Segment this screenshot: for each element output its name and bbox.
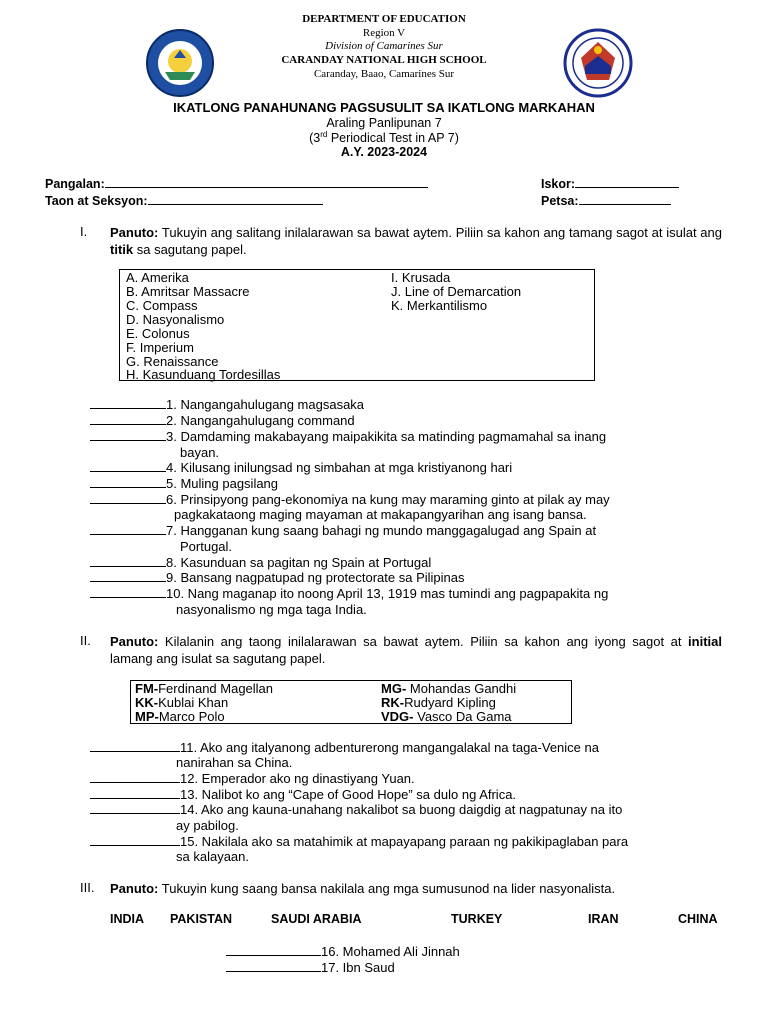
answer-blank-2[interactable]	[90, 413, 166, 425]
choice-k: K. Merkantilismo	[391, 298, 488, 313]
question-14	[90, 802, 622, 817]
choice-j: J. Line of Demarcation	[391, 284, 522, 299]
question-16	[226, 944, 460, 959]
part3-instr-text: Tukuyin kung saang bansa nakilala ang mga sumusunod na lider nasyonalista.	[158, 881, 616, 896]
part3-instr-label: Panuto:	[110, 881, 159, 896]
country-iran: IRAN	[588, 912, 619, 926]
exam-title: IKATLONG PANAHUNANG PAGSUSULIT SA IKATLONG MARKAHAN	[173, 100, 595, 115]
question-15	[90, 834, 628, 849]
question-4	[90, 460, 512, 475]
question-2-text: 2. Nangangahulugang command	[166, 413, 355, 428]
answer-blank-4[interactable]	[90, 460, 166, 472]
question-7	[90, 523, 596, 538]
question-11-text: 11. Ako ang italyanong adbenturerong mangangalakal na taga-Venice na	[180, 740, 599, 755]
question-2	[90, 413, 355, 428]
choice-mp	[135, 709, 225, 724]
question-12-text: 12. Emperador ako ng dinastiyang Yuan.	[180, 771, 415, 786]
question-10-cont: nasyonalismo ng mga taga India.	[176, 602, 367, 617]
part1-instr-bold: titik	[110, 242, 134, 257]
question-9	[90, 570, 465, 585]
choice-g: G. Renaissance	[126, 354, 219, 369]
question-1-text: 1. Nangangahulugang magsasaka	[166, 397, 365, 412]
question-3	[90, 429, 606, 444]
choice-fm	[135, 681, 273, 696]
question-6-cont: pagkakataong maging mayaman at makapangyarihan ang isang bansa.	[174, 507, 587, 522]
score-label: Iskor:	[541, 177, 576, 191]
country-turkey: TURKEY	[451, 912, 503, 926]
part2-numeral: II.	[80, 633, 91, 648]
question-8-text: 8. Kasunduan sa pagitan ng Spain at Portugal	[166, 555, 432, 570]
country-india: INDIA	[110, 912, 145, 926]
part2-instr-a: Kilalanin ang taong inilalarawan sa bawat aytem. Piliin sa kahon ang iyong sagot at	[158, 634, 689, 649]
question-16-text: 16. Mohamed Ali Jinnah	[321, 944, 460, 959]
choice-rk-name: Rudyard Kipling	[404, 695, 496, 710]
question-7-text: 7. Hangganan kung saang bahagi ng mundo manggagalugad ang Spain at	[166, 523, 597, 538]
name-blank[interactable]	[105, 176, 428, 188]
question-14-cont: ay pabilog.	[176, 818, 239, 833]
answer-blank-14[interactable]	[90, 802, 180, 814]
subject-line: Araling Panlipunan 7	[326, 116, 442, 130]
answer-blank-8[interactable]	[90, 555, 166, 567]
question-8	[90, 555, 431, 570]
date-label: Petsa:	[541, 194, 579, 208]
division-line: Division of Camarines Sur	[325, 40, 443, 52]
question-9-text: 9. Bansang nagpatupad ng protectorate sa Pilipinas	[166, 570, 465, 585]
question-6-text: 6. Prinsipyong pang-ekonomiya na kung may maraming ginto at pilak ay may	[166, 492, 610, 507]
year-section-field[interactable]	[45, 193, 323, 208]
question-15-cont: sa kalayaan.	[176, 849, 249, 864]
choice-vdg	[381, 709, 512, 724]
choice-mp-code: MP-	[135, 709, 159, 724]
english-title-sup: rd	[320, 130, 328, 139]
english-title-post: Periodical Test in AP 7)	[327, 131, 459, 146]
choice-kk-name: Kublai Khan	[158, 695, 229, 710]
name-label: Pangalan:	[45, 177, 105, 191]
part1-instr-a: Tukuyin ang salitang inilalarawan sa bawat aytem. Piliin sa kahon ang tamang sagot at isulat ang	[158, 225, 722, 240]
score-field[interactable]	[541, 176, 679, 191]
part2-instr-bold: initial	[688, 634, 722, 649]
question-13	[90, 787, 516, 802]
part3-instructions	[110, 880, 722, 897]
choice-fm-name: Ferdinand Magellan	[158, 681, 274, 696]
score-blank[interactable]	[575, 176, 679, 188]
choice-mg-code: MG-	[381, 681, 407, 696]
country-saudi-arabia: SAUDI ARABIA	[271, 912, 362, 926]
choice-vdg-name: Vasco Da Gama	[413, 709, 512, 724]
question-11-cont: nanirahan sa China.	[176, 755, 293, 770]
answer-blank-15[interactable]	[90, 834, 180, 846]
year-section-blank[interactable]	[148, 193, 323, 205]
year-section-label: Taon at Seksyon:	[45, 194, 148, 208]
choice-rk-code: RK-	[381, 695, 405, 710]
question-11	[90, 740, 599, 755]
choice-vdg-code: VDG-	[381, 709, 414, 724]
choice-i: I. Krusada	[391, 270, 451, 285]
country-china: CHINA	[678, 912, 718, 926]
answer-blank-13[interactable]	[90, 787, 180, 799]
answer-blank-12[interactable]	[90, 771, 180, 783]
dept-heading: DEPARTMENT OF EDUCATION	[302, 13, 466, 25]
answer-blank-3[interactable]	[90, 429, 166, 441]
country-pakistan: PAKISTAN	[170, 912, 233, 926]
choice-c: C. Compass	[126, 298, 198, 313]
part2-instructions	[110, 633, 722, 667]
answer-blank-17[interactable]	[226, 960, 321, 972]
english-title	[0, 130, 768, 145]
answer-blank-1[interactable]	[90, 397, 166, 409]
question-10	[90, 586, 608, 601]
date-field[interactable]	[541, 193, 671, 208]
part1-instr-b: sa sagutang papel.	[133, 242, 247, 257]
choice-mg-name: Mohandas Gandhi	[406, 681, 517, 696]
question-14-text: 14. Ako ang kauna-unahang nakalibot sa buong daigdig at nagpatunay na ito	[180, 802, 623, 817]
choice-rk	[381, 695, 496, 710]
answer-blank-16[interactable]	[226, 944, 321, 956]
date-blank[interactable]	[579, 193, 671, 205]
choice-mg	[381, 681, 516, 696]
region-line: Region V	[362, 27, 406, 39]
part1-instr-label: Panuto:	[110, 225, 159, 240]
choice-kk-code: KK-	[135, 695, 159, 710]
question-13-text: 13. Nalibot ko ang “Cape of Good Hope” sa dulo ng Africa.	[180, 787, 517, 802]
answer-blank-10[interactable]	[90, 586, 166, 598]
question-3-text: 3. Damdaming makabayang maipakikita sa matinding pagmamahal sa inang	[166, 429, 607, 444]
question-4-text: 4. Kilusang inilungsad ng simbahan at mga kristiyanong hari	[166, 460, 513, 475]
choice-fm-code: FM-	[135, 681, 159, 696]
question-3-cont: bayan.	[180, 445, 220, 460]
academic-year: A.Y. 2023-2024	[340, 145, 428, 159]
choice-kk	[135, 695, 228, 710]
answer-blank-11[interactable]	[90, 740, 180, 752]
question-10-text: 10. Nang maganap ito noong April 13, 1919 mas tumindi ang pagpapakita ng	[166, 586, 609, 601]
answer-blank-6[interactable]	[90, 492, 166, 504]
choice-a: A. Amerika	[126, 270, 189, 285]
question-17	[226, 960, 395, 975]
name-field[interactable]	[45, 176, 428, 191]
part1-instructions	[110, 224, 722, 258]
school-name: CARANDAY NATIONAL HIGH SCHOOL	[281, 54, 487, 66]
choice-d: D. Nasyonalismo	[126, 312, 225, 327]
question-5	[90, 476, 278, 491]
question-15-text: 15. Nakilala ako sa matahimik at mapayapang paraan ng pakikipaglaban para	[180, 834, 629, 849]
choice-mp-name: Marco Polo	[158, 709, 225, 724]
question-1	[90, 397, 364, 412]
answer-blank-5[interactable]	[90, 476, 166, 488]
part1-numeral: I.	[80, 224, 88, 239]
choice-f: F. Imperium	[126, 340, 194, 355]
choice-h: H. Kasunduang Tordesillas	[126, 367, 281, 382]
part3-numeral: III.	[80, 880, 95, 895]
part2-instr-label: Panuto:	[110, 634, 159, 649]
choice-e: E. Colonus	[126, 326, 190, 341]
answer-blank-7[interactable]	[90, 523, 166, 535]
question-6	[90, 492, 610, 507]
english-title-pre: (3	[309, 131, 321, 146]
question-5-text: 5. Muling pagsilang	[166, 476, 279, 491]
question-12	[90, 771, 415, 786]
question-17-text: 17. Ibn Saud	[321, 960, 395, 975]
school-address: Caranday, Baao, Camarines Sur	[313, 68, 455, 80]
choice-b: B. Amritsar Massacre	[126, 284, 250, 299]
answer-blank-9[interactable]	[90, 570, 166, 582]
part2-instr-b: lamang ang isulat sa sagutang papel.	[110, 651, 326, 666]
question-7-cont: Portugal.	[180, 539, 233, 554]
